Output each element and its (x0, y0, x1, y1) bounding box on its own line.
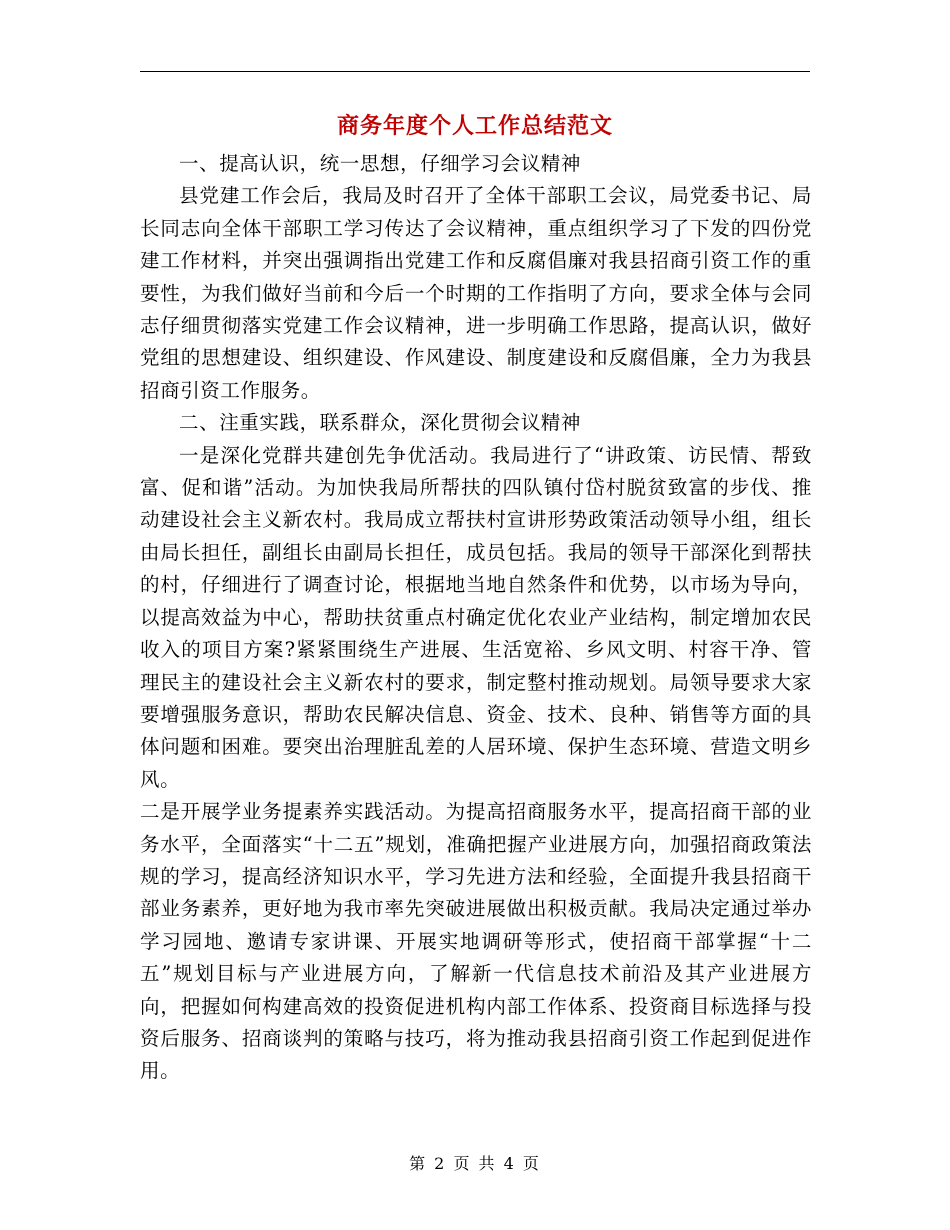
paragraph-1: 县党建工作会后，我局及时召开了全体干部职工会议，局党委书记、局长同志向全体干部职工学习传达了会议精神，重点组织学习了下发的四份党建工作材料，并突出强调指出党建工作和反腐倡廉对我县招商引资工作的重要性，为我们做好当前和今后一个时期的工作指明了方向，要求全体与会同志仔细贯彻落实党建工作会议精神，进一步明确工作思路，提高认识，做好党组的思想建设、组织建设、作风建设、制度建设和反腐倡廉，全力为我县招商引资工作服务。 (140, 184, 812, 402)
section-heading-2: 二、注重实践，联系群众，深化贯彻会议精神 (179, 411, 582, 435)
document-title: 商务年度个人工作总结范文 (336, 113, 613, 139)
page-number: 第 2 页 共 4 页 (409, 1154, 541, 1173)
paragraph-3: 二是开展学业务提素养实践活动。为提高招商服务水平，提高招商干部的业务水平，全面落实“十二五”规划，准确把握产业进展方向，加强招商政策法规的学习，提高经济知识水平，学习先进方法和经验，全面提升我县招商干部业务素养，更好地为我市率先突破进展做出积极贡献。我局决定通过举办学习园地、邀请专家讲课、开展实地调研等形式，使招商干部掌握“十二五”规划目标与产业进展方向，了解新一代信息技术前沿及其产业进展方向，把握如何构建高效的投资促进机构内部工作体系、投资商目标选择与投资后服务、招商谈判的策略与技巧，将为推动我县招商引资工作起到促进作用。 (140, 800, 812, 1083)
section-heading-1: 一、提高认识，统一思想，仔细学习会议精神 (179, 152, 582, 175)
paragraph-2: 一是深化党群共建创先争优活动。我局进行了“讲政策、访民情、帮致富、促和谐”活动。为加快我局所帮扶的四队镇付岱村脱贫致富的步伐、推动建设社会主义新农村。我局成立帮扶村宣讲形势政策活动领导小组，组长由局长担任，副组长由副局长担任，成员包括。我局的领导干部深化到帮扶的村，仔细进行了调查讨论，根据地当地自然条件和优势，以市场为导向，以提高效益为中心，帮助扶贫重点村确定优化农业产业结构，制定增加农民收入的项目方案?紧紧围绕生产进展、生活宽裕、乡风文明、村容干净、管理民主的建设社会主义新农村的要求，制定整村推动规划。局领导要求大家要增强服务意识，帮助农民解决信息、资金、技术、良种、销售等方面的具体问题和困难。要突出治理脏乱差的人居环境、保护生态环境、营造文明乡风。 (140, 443, 812, 791)
header-rule (140, 71, 810, 72)
document-body (140, 148, 812, 1088)
